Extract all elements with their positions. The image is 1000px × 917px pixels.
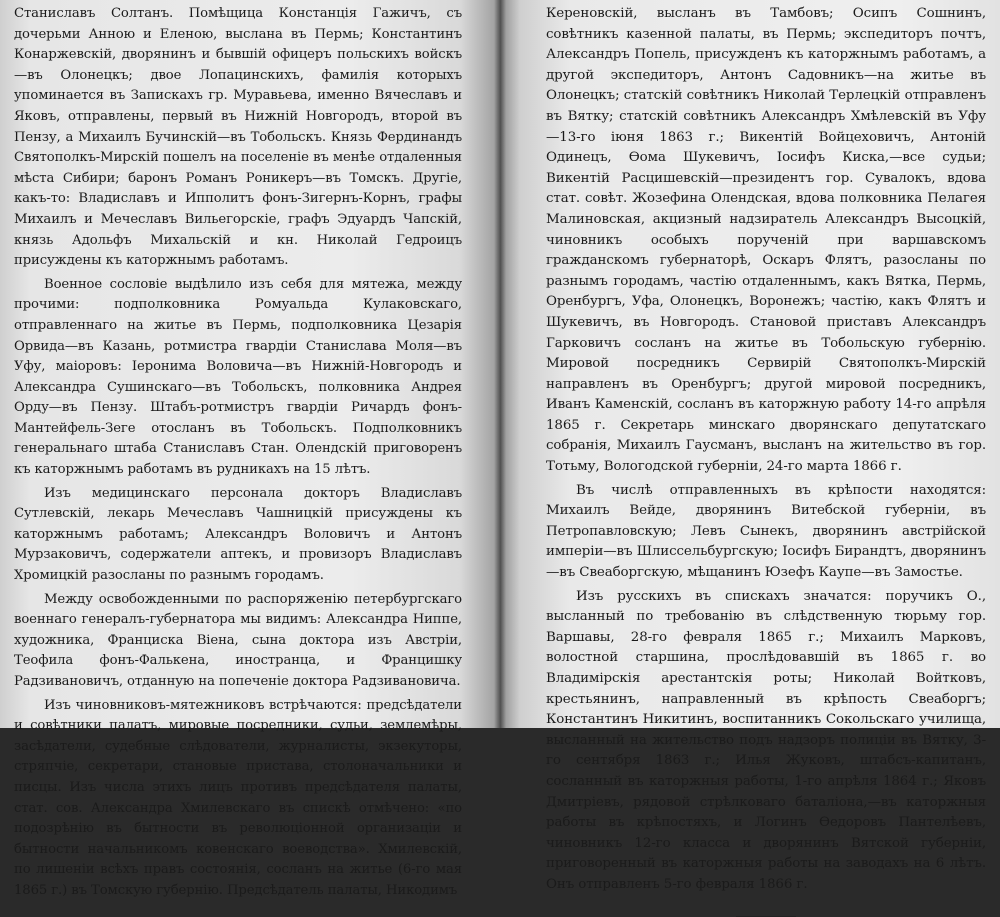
left-paragraph-4: Между освобожденными по распоряженію петербургскаго военнаго генералъ-губернатора мы видимъ: Александра Ниппе, художника, Франциска Віена, сына доктора изъ Австріи, Теофила фонъ-Фалькена, иностранца, и Францишку Радзивановичъ, отданную на попеченіе доктора Радзивановича.	[14, 591, 462, 689]
right-paragraph-1: Кереновскій, высланъ въ Тамбовъ; Осипъ Сошнинъ, совѣтникъ казенной палаты, въ Пермь; экспедиторъ почтъ, Александръ Попель, присужденъ къ каторжнымъ работамъ, а другой экспедиторъ, Антонъ Садовникъ—на житье въ Олонецкъ; статскій совѣтникъ Николай Терлецкій отправленъ въ Вятку; статскій совѣтникъ Александръ Хмѣлевскій въ Уфу—13-го іюня 1863 г.; Викентій Войцеховичъ, Антоній Одинецъ, Ѳома Шукевичъ, Іосифъ Киска,—все судьи; Викентій Расцишевскій—президентъ гор. Сувалокъ, вдова стат. совѣт. Жозефина Олендская, вдова полковника Пелагея Малиновская, акцизный надзиратель Александръ Высоцкій, чиновникъ особыхъ порученій при варшавскомъ гражданскомъ губернаторѣ, Оскаръ Флятъ, разосланы по разнымъ городамъ, частію отдаленнымъ, какъ Вятка, Пермь, Оренбургъ, Уфа, Олонецкъ, Воронежъ; частію, какъ Флятъ и Шукевичъ, въ Новгородъ. Становой приставъ Александръ Гарковичъ сосланъ на житье въ Тобольскую губернію. Мировой посредникъ Сервирій Святополкъ-Мирскій направленъ въ Оренбургъ; другой мировой посредникъ, Иванъ Каменскій, сосланъ въ каторжную работу 14-го апрѣля 1865 г. Секретарь минскаго дворянскаго депутатскаго собранія, Михаилъ Гаусманъ, высланъ на жительство въ гор. Тотьму, Вологодской губерніи, 24-го марта 1866 г.	[546, 6, 986, 475]
left-paragraph-5: Изъ чиновниковъ-мятежниковъ встрѣчаются: предсѣдатели и совѣтники палатъ, мировые посредники, судьи, землемѣры, засѣдатели, судебные слѣдователи, журналисты, экзекуторы, стряпчіе, секретари, становые пристава, столоначальники и писцы. Изъ числа этихъ лицъ противъ предсѣдателя палаты, стат. сов. Александра Хмилевскаго въ спискѣ отмѣчено: «по подозрѣнію въ бытности въ революціонной организаціи и бытности начальникомъ ковенскаго воеводства». Хмилевскій, по лишеніи всѣхъ правъ состоянія, сосланъ на житье (6-го мая 1865 г.) въ Томскую губернію. Предсѣдатель палаты, Никодимъ	[14, 697, 462, 898]
left-paragraph-3: Изъ медицинскаго персонала докторъ Владиславъ Сутлевскій, лекарь Мечеславъ Чашницкій присуждены къ каторжнымъ работамъ; Александръ Воловичъ и Антонъ Мурзаковичъ, содержатели аптекъ, и провизоръ Владиславъ Хромицкій разосланы по разнымъ городамъ.	[14, 485, 462, 584]
section-end-rule	[736, 916, 796, 917]
right-paragraph-3: Изъ русскихъ въ спискахъ значатся: поручикъ О., высланный по требованію въ слѣдственную тюрьму гор. Варшавы, 28-го февраля 1865 г.; Михаилъ Марковъ, волостной старшина, прослѣдовавшій въ 1865 г. во Владимірскія арестантскія роты; Николай Войтковъ, крестьянинъ, направленный въ крѣпость Свеаборгъ; Константинъ Никитинъ, воспитанникъ Сокольскаго училища, высланный на жительство подъ надзоръ полиціи въ Вятку, 3-го сентября 1863 г.; Илья Жуковъ, штабсъ-капитанъ, сосланный въ каторжныя работы, 1-го апрѣля 1864 г.; Яковъ Дмитріевъ, рядовой стрѣлковаго баталіона,—въ каторжныя работы въ крѣпостяхъ, и Логинъ Ѳедоровъ Пантелѣевъ, чиновникъ 12-го класса и дворянинъ Вятской губерніи, приговоренный въ каторжныя работы на заводахъ на 6 лѣтъ. Онъ отправленъ 5-го февраля 1866 г.	[546, 588, 986, 892]
left-page	[0, 0, 500, 898]
right-paragraph-2: Въ числѣ отправленныхъ въ крѣпости находятся: Михаилъ Вейде, дворянинъ Витебской губерніи, въ Петропавловскую; Левъ Сынекъ, дворянинъ австрійской имперіи—въ Шлиссельбургскую; Іосифъ Бирандтъ, дворянинъ—въ Свеаборгскую, мѣщанинъ Юзефъ Каупе—въ Замостье.	[546, 482, 986, 581]
left-paragraph-1: Станиславъ Солтанъ. Помѣщица Констанція Гажичъ, съ дочерьми Анною и Еленою, выслана въ Пермь; Константинъ Конаржевскій, дворянинъ и бывшій офицеръ польскихъ войскъ—въ Олонецкъ; двое Лопацинскихъ, фамилія которыхъ упоминается въ Запискахъ гр. Муравьева, именно Вячеславъ и Яковъ, отправлены, первый въ Нижній Новгородъ, второй въ Пензу, а Михаилъ Бучинскій—въ Тобольскъ. Князь Фердинандъ Святополкъ-Мирскій пошелъ на поселеніе въ менѣе отдаленныя мѣста Сибири; баронъ Романъ Роникеръ—въ Томскъ. Другіе, какъ-то: Владиславъ и Ипполитъ фонъ-Зигернъ-Корнъ, графы Михаилъ и Мечеславъ Вильегорскіе, графъ Эдуардъ Чапскій, князь Адольфъ Михальскій и кн. Николай Гедроицъ присуждены къ каторжнымъ работамъ.	[14, 6, 462, 269]
left-paragraph-2: Военное сословіе выдѣлило изъ себя для мятежа, между прочими: подполковника Ромуальда Кулаковскаго, отправленнаго на житье въ Пермь, подполковника Цезарія Орвида—въ Казань, ротмистра гвардіи Станислава Моля—въ Уфу, маіоровъ: Іеронима Воловича—въ Нижній-Новгородъ и Александра Сушинскаго—въ Тобольскъ, полковника Андрея Орду—въ Пензу. Штабъ-ротмистръ гвардіи Ричардъ фонъ-Мантейфель-Зеге отосланъ въ Тобольскъ. Подполковникъ генеральнаго штаба Станиславъ Стан. Олендскій приговоренъ къ каторжнымъ работамъ въ рудникахъ на 15 лѣтъ.	[14, 276, 462, 478]
right-page	[500, 0, 1000, 892]
